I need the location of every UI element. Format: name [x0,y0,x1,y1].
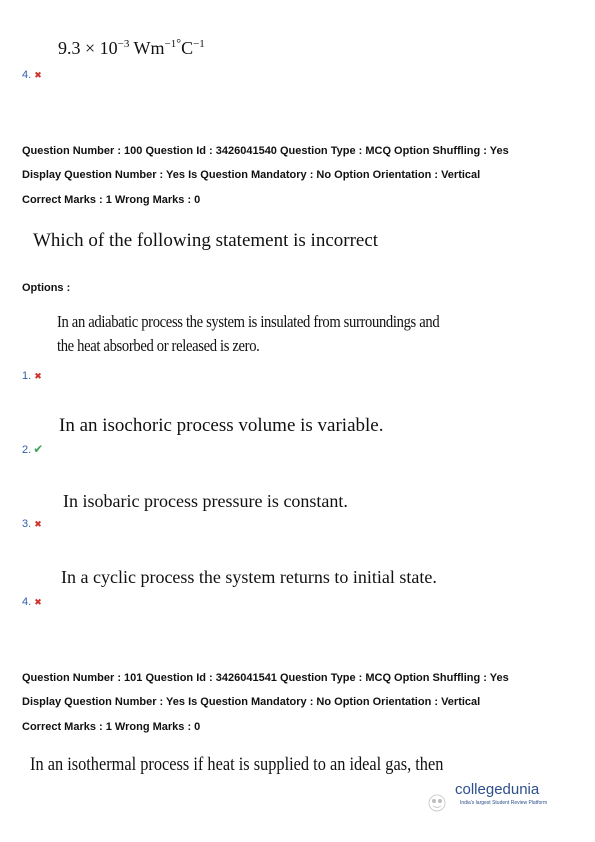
logo-tagline: India's largest Student Review Platform [460,800,548,806]
option-text [57,310,517,358]
option-number-row [22,514,42,532]
formula-unit: Wm [129,38,165,58]
option-number: 4. [22,596,32,608]
logo-mascot-icon [424,790,450,816]
formula-unit: C [181,38,194,58]
formula-base: 9.3 × 10 [58,38,118,58]
option-number: 2. [22,444,32,456]
wrong-mark-icon: ✖ [34,597,42,607]
formula-exponent: −3 [117,38,130,50]
formula-exponent: −1 [164,38,177,50]
question-meta-line: Question Number : 101 Question Id : 3426041541 Question Type : MCQ Option Shuffling : Yes [22,672,509,684]
option-number: 3. [22,518,32,530]
formula-exponent: −1 [193,38,205,50]
question-meta-line: Question Number : 100 Question Id : 3426041540 Question Type : MCQ Option Shuffling : Yes [22,145,509,157]
question-meta-line: Display Question Number : Yes Is Question Mandatory : No Option Orientation : Vertical [22,696,481,708]
logo-brand-text: collegedunia [455,781,540,798]
option-number-row [22,592,42,610]
option-number: 4. [22,69,32,81]
option-text: In an isochoric process volume is variable. [59,415,384,436]
option-text: In a cyclic process the system returns to initial state. [61,567,437,587]
wrong-mark-icon: ✖ [34,371,42,381]
question-meta-line: Correct Marks : 1 Wrong Marks : 0 [22,721,201,733]
formula-degree: ° [176,36,182,50]
option-number-row [22,440,43,458]
collegedunia-logo [424,778,584,818]
option-text-line: the heat absorbed or released is zero. [57,336,260,355]
question-text-content: In an isothermal process if heat is supplied to an ideal gas, then [30,754,444,775]
option-number-row [22,65,42,83]
formula-text [58,36,205,59]
option-number: 1. [22,370,32,382]
check-mark-icon: ✔ [33,442,44,456]
option-text-line: In an adiabatic process the system is insulated from surroundings and [57,312,440,331]
options-label: Options : [22,282,71,294]
question-text: Which of the following statement is incorrect [33,230,379,251]
option-number-row [22,366,42,384]
question-meta-line: Correct Marks : 1 Wrong Marks : 0 [22,194,201,206]
wrong-mark-icon: ✖ [34,70,42,80]
option-text: In isobaric process pressure is constant. [63,491,348,511]
question-meta-line: Display Question Number : Yes Is Question Mandatory : No Option Orientation : Vertical [22,169,481,181]
question-text [30,754,511,776]
wrong-mark-icon: ✖ [34,519,42,529]
